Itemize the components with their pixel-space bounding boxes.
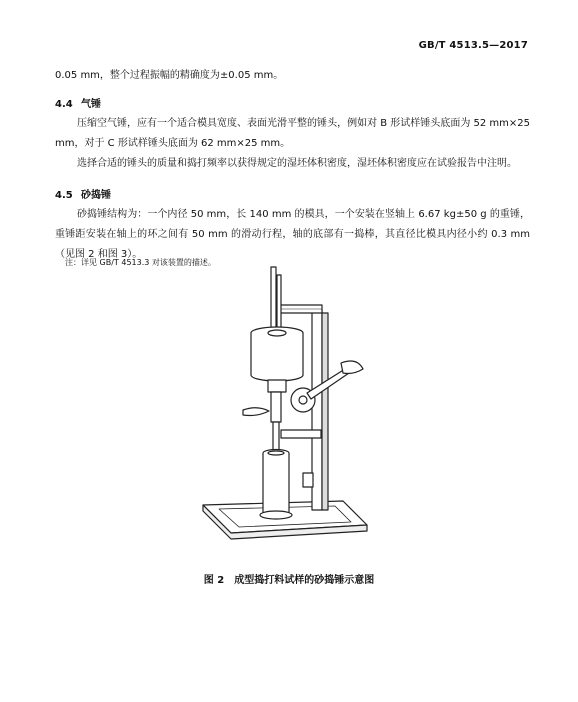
standard-number: GB/T 4513.5—2017 xyxy=(418,40,528,51)
continuation-paragraph: 0.05 mm，整个过程振幅的精确度为±0.05 mm。 xyxy=(55,70,284,81)
section-heading-4-4 xyxy=(55,95,101,110)
note: 注：详见 GB/T 4513.3 对该装置的描述。 xyxy=(65,258,216,267)
sand-rammer-drawing xyxy=(195,265,375,570)
section-number: 4.5 xyxy=(55,190,73,201)
section-number: 4.4 xyxy=(55,99,73,110)
section-title: 气锤 xyxy=(81,99,101,110)
shaft xyxy=(271,267,276,329)
figure-caption: 图 2 成型捣打料试样的砂捣锤示意图 xyxy=(203,575,375,586)
paragraph: 压缩空气锤，应有一个适合模具宽度、表面光滑平整的锤头，例如对 B 形试样锤头底面为 52 mm×25 mm，对于 C 形试样锤头底面为 62 mm×25 mm。 xyxy=(55,118,530,149)
paragraph: 选择合适的锤头的质量和捣打频率以获得规定的湿坯体积密度，湿坯体积密度应在试验报告中注明。 xyxy=(77,158,517,169)
section-title: 砂捣锤 xyxy=(81,190,111,201)
paragraph: 砂捣锤结构为：一个内径 50 mm，长 140 mm 的模具，一个安装在竖轴上 6.67 kg±50 g 的重锤，重锤距安装在轴上的环之间有 50 mm 的滑动行程，轴的底部有一捣棒，其直径比模具内径小约 0.3 mm（见图 2 和图 3）。 xyxy=(55,209,530,260)
continuation-text xyxy=(55,66,530,86)
rammer-rod xyxy=(273,422,279,452)
left-handle xyxy=(243,408,269,416)
sand-rammer-figure xyxy=(195,265,375,570)
section-4-5-body xyxy=(55,205,530,265)
crank-grip xyxy=(341,361,363,374)
section-heading-4-5 xyxy=(55,186,111,201)
section-4-4-body xyxy=(55,114,530,174)
lower-shaft xyxy=(271,392,281,422)
